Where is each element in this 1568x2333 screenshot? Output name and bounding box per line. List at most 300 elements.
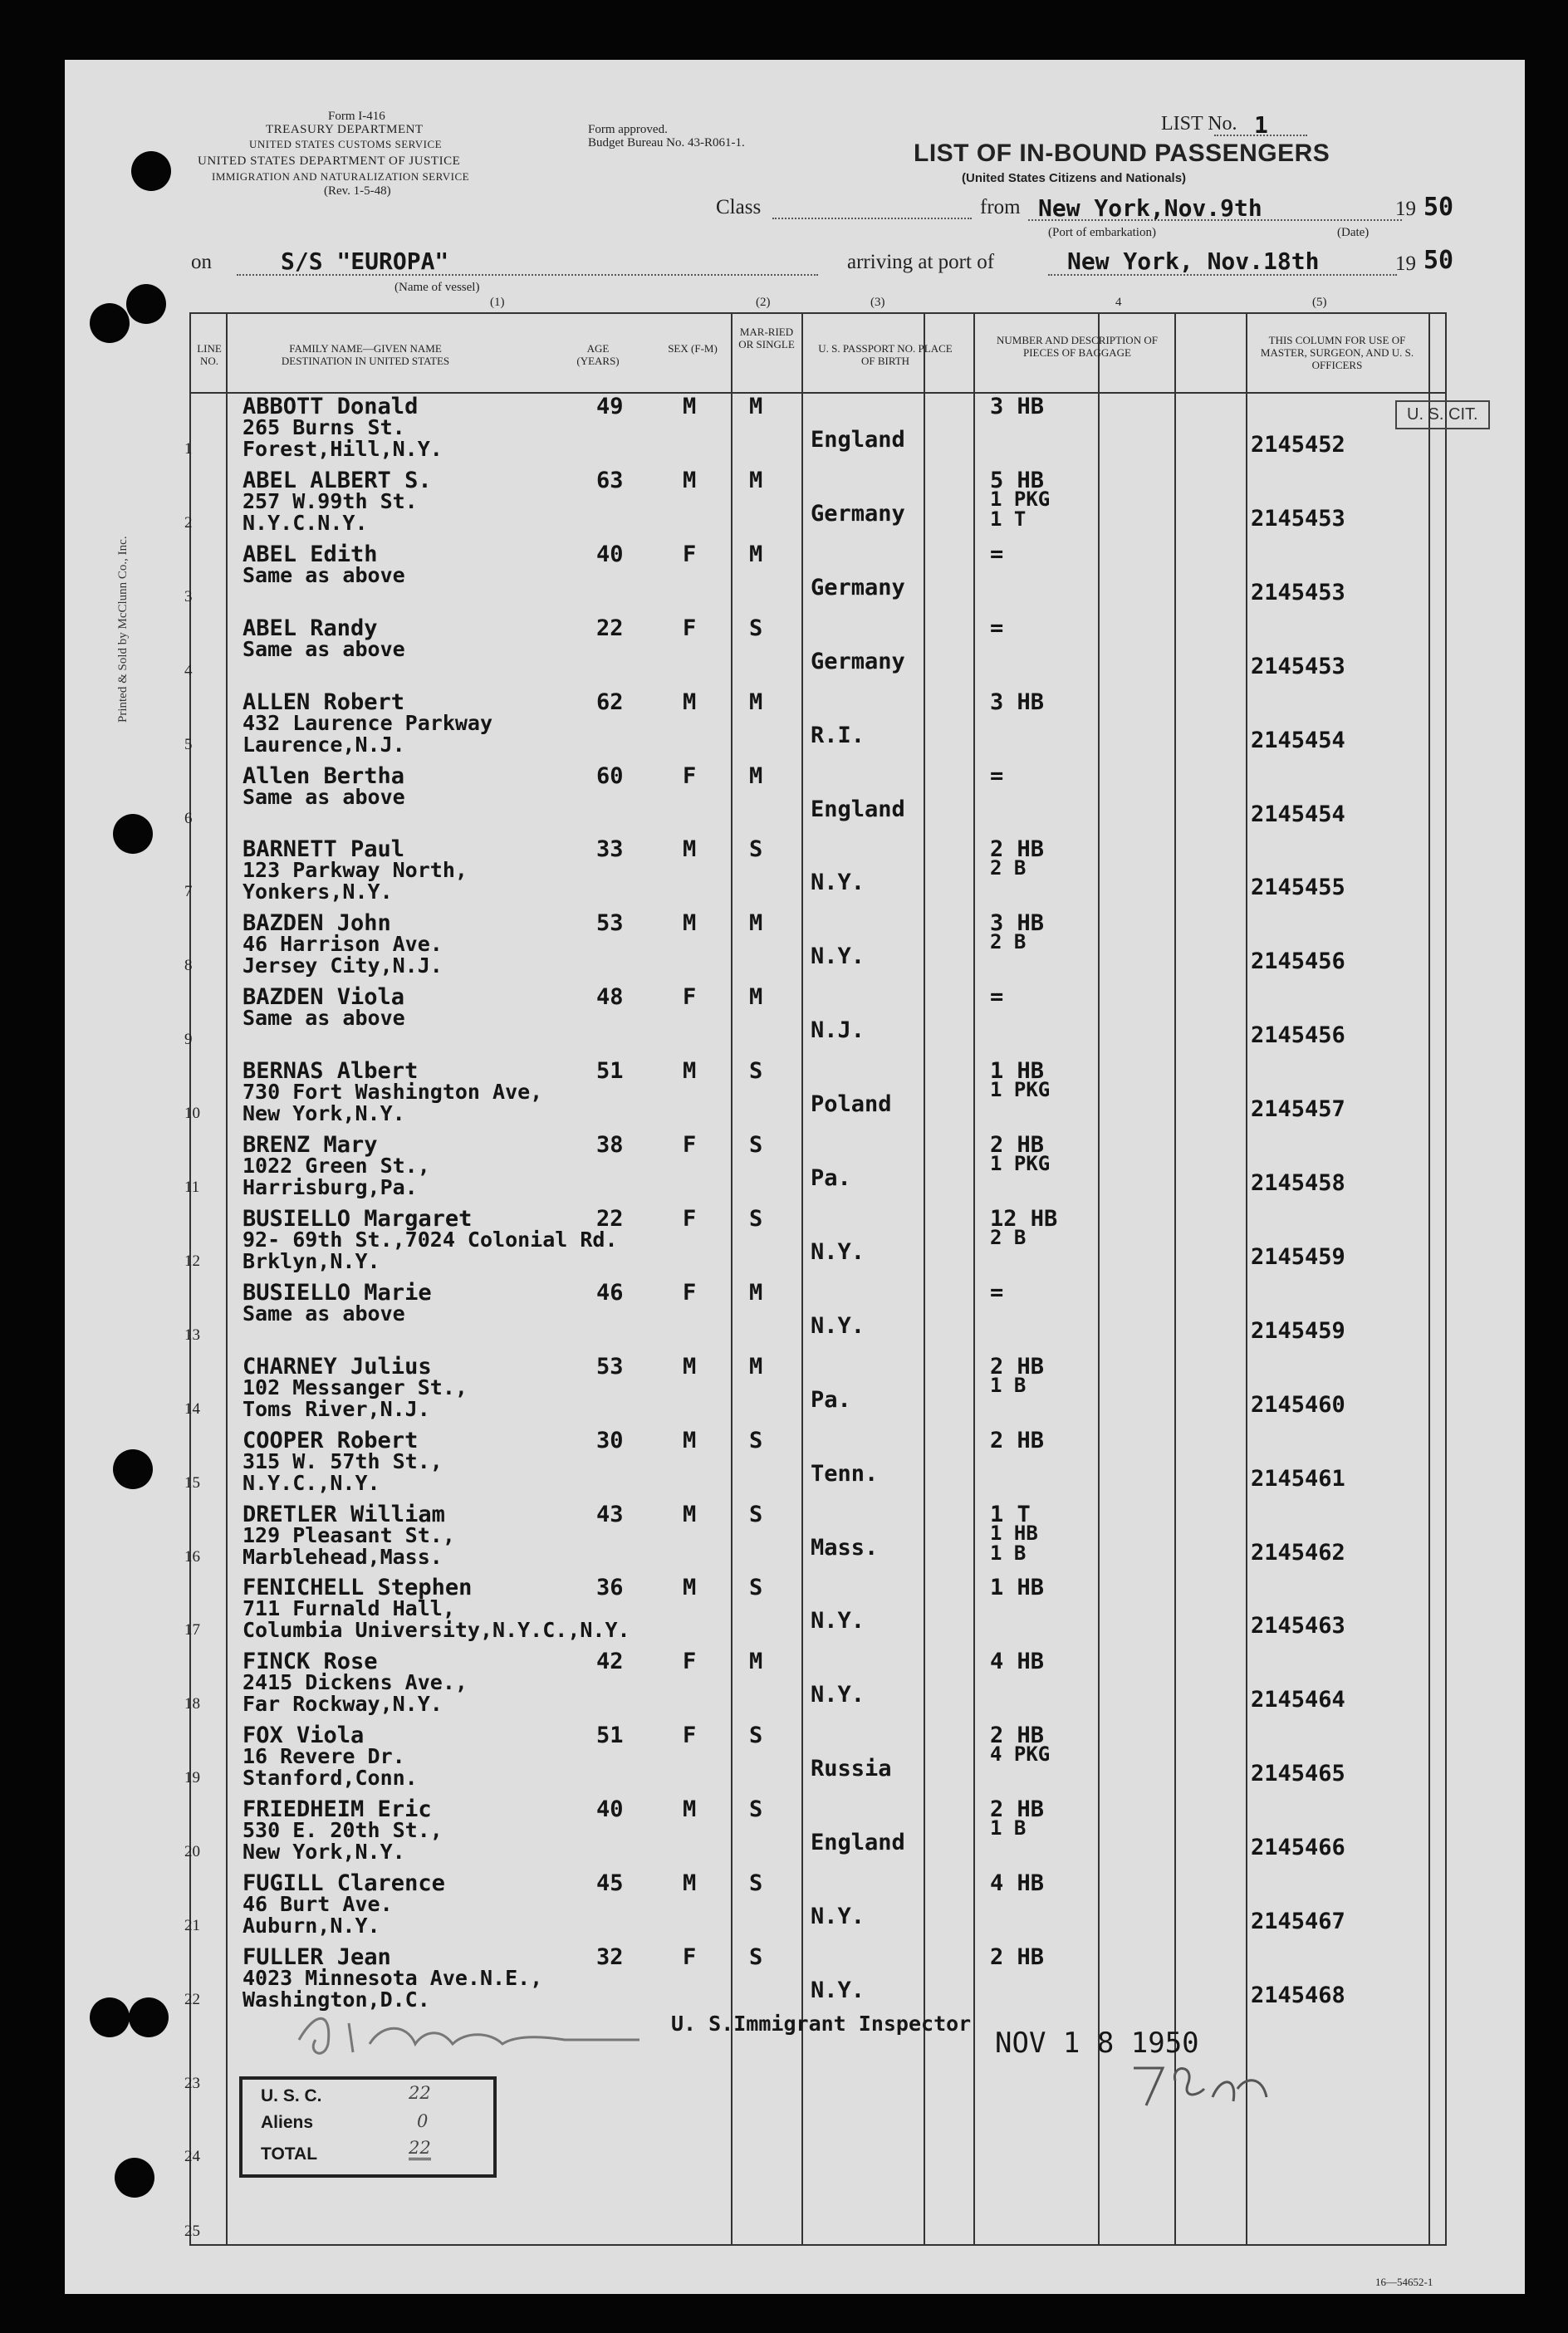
address-line-1: 711 Furnald Hall, bbox=[243, 1596, 455, 1621]
age: 33 bbox=[596, 836, 624, 863]
address-line-1: 2415 Dickens Ave., bbox=[243, 1670, 468, 1695]
sex: M bbox=[683, 1353, 697, 1380]
line-number: 19 bbox=[184, 1769, 200, 1787]
passenger-name: BAZDEN John bbox=[243, 910, 391, 937]
baggage-2: 4 PKG bbox=[990, 1742, 1051, 1767]
header-officers: THIS COLUMN FOR USE OF MASTER, SURGEON, AND U. S. OFFICERS bbox=[1260, 334, 1414, 371]
officer-code: 2145453 bbox=[1251, 505, 1345, 532]
sex: M bbox=[683, 467, 697, 493]
header-line-no: LINE NO. bbox=[197, 342, 222, 367]
binder-hole bbox=[113, 814, 153, 854]
passenger-name: ABEL ALBERT S. bbox=[243, 467, 432, 493]
table-row bbox=[184, 1427, 1443, 1502]
place-of-birth: N.Y. bbox=[811, 943, 865, 970]
officer-code: 2145467 bbox=[1251, 1909, 1345, 1934]
marital-status: M bbox=[749, 984, 763, 1011]
officer-code: 2145464 bbox=[1251, 1687, 1345, 1713]
baggage-2: 2 B bbox=[990, 856, 1027, 880]
class-label: Class bbox=[716, 196, 762, 218]
line-number: 20 bbox=[184, 1843, 200, 1861]
place-of-birth: England bbox=[811, 427, 905, 453]
passenger-name: BUSIELLO Margaret bbox=[243, 1205, 473, 1232]
inspector-label: U. S.Immigrant Inspector bbox=[671, 2012, 972, 2036]
marital-status: S bbox=[749, 1205, 763, 1232]
marital-status: M bbox=[749, 910, 763, 937]
table-row bbox=[184, 1205, 1443, 1280]
address-line-2: Jersey City,N.J. bbox=[243, 953, 443, 978]
place-of-birth: Pa. bbox=[811, 1165, 851, 1191]
table-row bbox=[184, 467, 1443, 542]
column-number: 4 bbox=[1115, 296, 1122, 309]
marital-status: S bbox=[749, 836, 763, 863]
on-label: on bbox=[191, 251, 212, 273]
table-row bbox=[184, 984, 1443, 1058]
address-line-2: Stanford,Conn. bbox=[243, 1766, 418, 1791]
address-line-1: 129 Pleasant St., bbox=[243, 1522, 455, 1547]
binder-hole bbox=[113, 1449, 153, 1489]
marital-status: M bbox=[749, 1353, 763, 1380]
baggage-1: 1 HB bbox=[990, 1575, 1045, 1601]
place-of-birth: N.J. bbox=[811, 1017, 865, 1044]
baggage-1: 4 HB bbox=[990, 1649, 1045, 1675]
header-name: FAMILY NAME—GIVEN NAME DESTINATION IN UNITED STATES bbox=[281, 342, 450, 367]
passenger-name: FRIEDHEIM Eric bbox=[243, 1796, 432, 1823]
list-label: LIST No. bbox=[1161, 113, 1237, 135]
officer-code: 2145460 bbox=[1251, 1391, 1345, 1418]
officer-code: 2145461 bbox=[1251, 1465, 1345, 1492]
from-label: from bbox=[980, 196, 1021, 218]
inspector-signature bbox=[291, 2007, 639, 2075]
baggage-2: 1 PKG bbox=[990, 1152, 1051, 1175]
table-row bbox=[184, 1575, 1443, 1649]
baggage-1: 2 HB bbox=[990, 836, 1045, 863]
officer-code: 2145463 bbox=[1251, 1613, 1345, 1639]
marital-status: M bbox=[749, 467, 763, 493]
baggage-2: 2 B bbox=[990, 930, 1027, 954]
year-prefix: 19 bbox=[1395, 198, 1416, 220]
passenger-name: ABEL Randy bbox=[243, 615, 378, 641]
address-line-2: Brklyn,N.Y. bbox=[243, 1248, 380, 1273]
address-line-1: 265 Burns St. bbox=[243, 415, 405, 439]
line-number: 22 bbox=[184, 1990, 200, 2008]
marital-status: S bbox=[749, 1575, 763, 1601]
column-number: (2) bbox=[756, 296, 771, 309]
signature-scribble bbox=[291, 2007, 639, 2065]
line-number: 2 bbox=[184, 513, 193, 532]
port-embark-caption: (Port of embarkation) bbox=[1048, 226, 1156, 239]
table-row bbox=[184, 541, 1443, 615]
baggage-2: 1 HB bbox=[990, 1521, 1038, 1545]
age: 49 bbox=[596, 394, 624, 419]
address-line-1: Same as above bbox=[243, 1301, 405, 1326]
manifest-subtitle: (United States Citizens and Nationals) bbox=[962, 171, 1187, 185]
line-number: 12 bbox=[184, 1252, 200, 1270]
header-age: AGE (YEARS) bbox=[576, 342, 620, 367]
sex: M bbox=[683, 1058, 697, 1085]
line-number: 17 bbox=[184, 1621, 200, 1639]
footer-code: 16—54652-1 bbox=[1375, 2276, 1433, 2288]
table-row bbox=[184, 1870, 1443, 1944]
line-number: 5 bbox=[184, 735, 193, 753]
address-line-2: Washington,D.C. bbox=[243, 1987, 430, 2012]
table-row bbox=[184, 1132, 1443, 1206]
handwritten-scribble bbox=[1129, 2056, 1279, 2114]
place-of-birth: N.Y. bbox=[811, 1608, 865, 1635]
year-embark: 50 bbox=[1423, 193, 1454, 222]
table-row bbox=[184, 1723, 1443, 1796]
officer-code: 2145457 bbox=[1251, 1096, 1345, 1123]
age: 45 bbox=[596, 1870, 624, 1896]
binder-hole bbox=[126, 284, 166, 324]
revision: (Rev. 1-5-48) bbox=[324, 184, 391, 198]
line-number: 8 bbox=[184, 957, 193, 975]
marital-status: S bbox=[749, 1870, 763, 1896]
place-of-birth: England bbox=[811, 796, 905, 822]
officer-code: 2145454 bbox=[1251, 801, 1345, 827]
officer-code: 2145462 bbox=[1251, 1539, 1345, 1566]
passenger-name: FOX Viola bbox=[243, 1723, 365, 1749]
marital-status: M bbox=[749, 541, 763, 567]
header-sex: SEX (F-M) bbox=[668, 342, 718, 355]
age: 46 bbox=[596, 1279, 624, 1306]
sex: F bbox=[683, 1132, 697, 1158]
place-of-birth: Mass. bbox=[811, 1534, 879, 1561]
header-married: MAR-RIED OR SINGLE bbox=[738, 326, 795, 350]
address-line-1: 315 W. 57th St., bbox=[243, 1448, 443, 1473]
sex: F bbox=[683, 1943, 697, 1970]
age: 53 bbox=[596, 910, 624, 937]
address-line-2: Auburn,N.Y. bbox=[243, 1914, 380, 1938]
passenger-name: BAZDEN Viola bbox=[243, 984, 405, 1011]
baggage-1: = bbox=[990, 541, 1004, 567]
sex: F bbox=[683, 1205, 697, 1232]
binder-hole bbox=[90, 303, 130, 343]
baggage-2: 2 B bbox=[990, 1225, 1027, 1249]
address-line-1: Same as above bbox=[243, 784, 405, 809]
line-number: 14 bbox=[184, 1399, 200, 1418]
table-row bbox=[184, 1501, 1443, 1576]
table-row bbox=[184, 1649, 1443, 1723]
passenger-name: FULLER Jean bbox=[243, 1943, 391, 1970]
line-number: 7 bbox=[184, 883, 193, 901]
marital-status: S bbox=[749, 1427, 763, 1453]
binder-hole bbox=[131, 151, 171, 191]
total-label: TOTAL bbox=[261, 2144, 318, 2164]
table-row bbox=[184, 1353, 1443, 1428]
passenger-name: BERNAS Albert bbox=[243, 1058, 419, 1085]
column-number: (5) bbox=[1312, 296, 1327, 309]
list-number: 1 bbox=[1254, 111, 1268, 139]
aliens-label: Aliens bbox=[261, 2113, 314, 2132]
baggage-1: 3 HB bbox=[990, 910, 1045, 937]
vessel-caption: (Name of vessel) bbox=[394, 281, 480, 294]
address-line-1: 1022 Green St., bbox=[243, 1154, 430, 1178]
age: 53 bbox=[596, 1353, 624, 1380]
line-number: 10 bbox=[184, 1105, 200, 1123]
age: 43 bbox=[596, 1501, 624, 1527]
usc-label: U. S. C. bbox=[261, 2086, 322, 2105]
address-line-1: 123 Parkway North, bbox=[243, 858, 468, 883]
officer-code: 2145452 bbox=[1251, 432, 1345, 458]
column-number: (1) bbox=[490, 296, 505, 309]
passenger-name: ALLEN Robert bbox=[243, 689, 405, 715]
passenger-name: ABBOTT Donald bbox=[243, 394, 419, 419]
age: 60 bbox=[596, 762, 624, 789]
officer-code: 2145468 bbox=[1251, 1982, 1345, 2008]
baggage-1: 12 HB bbox=[990, 1205, 1058, 1232]
line-number: 18 bbox=[184, 1695, 200, 1713]
line-number: 9 bbox=[184, 1031, 193, 1049]
marital-status: S bbox=[749, 1132, 763, 1158]
baggage-1: 2 HB bbox=[990, 1796, 1045, 1823]
officer-code: 2145456 bbox=[1251, 1022, 1345, 1049]
address-line-2: N.Y.C.,N.Y. bbox=[243, 1470, 380, 1495]
address-line-1: 730 Fort Washington Ave, bbox=[243, 1080, 543, 1105]
age: 22 bbox=[596, 1205, 624, 1232]
customs-service: UNITED STATES CUSTOMS SERVICE bbox=[249, 138, 443, 150]
baggage-1: 1 HB bbox=[990, 1058, 1045, 1085]
table-row bbox=[184, 394, 1443, 468]
table-row bbox=[184, 836, 1443, 910]
baggage-1: 2 HB bbox=[990, 1353, 1045, 1380]
line-number: 21 bbox=[184, 1917, 200, 1934]
line-number: 15 bbox=[184, 1473, 200, 1492]
age: 63 bbox=[596, 467, 624, 493]
age: 38 bbox=[596, 1132, 624, 1158]
baggage-2: 1 B bbox=[990, 1816, 1027, 1840]
vessel-name: S/S "EUROPA" bbox=[281, 248, 449, 275]
baggage-1: 3 HB bbox=[990, 394, 1045, 419]
column-number: (3) bbox=[870, 296, 885, 309]
tally-box bbox=[239, 2076, 497, 2178]
officer-code: 2145466 bbox=[1251, 1835, 1345, 1861]
table-row bbox=[184, 910, 1443, 984]
sex: F bbox=[683, 615, 697, 641]
sex: F bbox=[683, 1279, 697, 1306]
table-row bbox=[184, 1279, 1443, 1354]
age: 40 bbox=[596, 1796, 624, 1823]
sex: M bbox=[683, 394, 697, 419]
line-number: 3 bbox=[184, 587, 193, 605]
address-line-1: 530 E. 20th St., bbox=[243, 1818, 443, 1843]
us-citizen-stamp: U. S. CIT. bbox=[1395, 400, 1490, 429]
passenger-name: BRENZ Mary bbox=[243, 1132, 378, 1158]
age: 51 bbox=[596, 1723, 624, 1749]
manifest-title: LIST OF IN-BOUND PASSENGERS bbox=[914, 140, 1330, 167]
address-line-1: 4023 Minnesota Ave.N.E., bbox=[243, 1965, 543, 1990]
line-number: 6 bbox=[184, 809, 193, 827]
address-line-1: Same as above bbox=[243, 1006, 405, 1031]
baggage-1: 4 HB bbox=[990, 1870, 1045, 1896]
age: 40 bbox=[596, 541, 624, 567]
baggage-2: 1 PKG bbox=[990, 487, 1051, 511]
officer-code: 2145465 bbox=[1251, 1761, 1345, 1787]
passenger-name: COOPER Robert bbox=[243, 1427, 419, 1453]
sex: M bbox=[683, 1796, 697, 1823]
address-line-1: Same as above bbox=[243, 636, 405, 661]
form-approved: Form approved. bbox=[588, 123, 668, 136]
line-number: 1 bbox=[184, 440, 193, 458]
address-line-2: Yonkers,N.Y. bbox=[243, 880, 393, 904]
address-line-2: N.Y.C.N.Y. bbox=[243, 510, 368, 535]
printer-credit: Printed & Sold by McClunn Co., Inc. bbox=[116, 536, 130, 723]
passenger-name: BUSIELLO Marie bbox=[243, 1279, 432, 1306]
total-value: 22 bbox=[409, 2138, 431, 2160]
date-caption: (Date) bbox=[1337, 226, 1370, 239]
binder-hole bbox=[129, 1997, 169, 2037]
header-passport: U. S. PASSPORT NO. PLACE OF BIRTH bbox=[818, 342, 953, 367]
officer-code: 2145456 bbox=[1251, 948, 1345, 975]
age: 42 bbox=[596, 1649, 624, 1675]
baggage-1: = bbox=[990, 1279, 1004, 1306]
arriving-label: arriving at port of bbox=[847, 251, 995, 273]
place-of-birth: Russia bbox=[811, 1756, 892, 1782]
marital-status: M bbox=[749, 394, 763, 419]
officer-code: 2145455 bbox=[1251, 875, 1345, 901]
binder-hole bbox=[90, 1997, 130, 2037]
address-line-2: Marblehead,Mass. bbox=[243, 1544, 443, 1569]
baggage-1: 1 T bbox=[990, 1501, 1031, 1527]
baggage-1: 2 HB bbox=[990, 1943, 1045, 1970]
date-stamp: NOV 1 8 1950 bbox=[995, 2027, 1199, 2060]
place-of-birth: N.Y. bbox=[811, 1904, 865, 1929]
baggage-1: = bbox=[990, 984, 1004, 1011]
place-of-birth: N.Y. bbox=[811, 1238, 865, 1265]
line-number: 24 bbox=[184, 2148, 200, 2165]
passenger-name: ABEL Edith bbox=[243, 541, 378, 567]
marital-status: M bbox=[749, 689, 763, 715]
budget-bureau: Budget Bureau No. 43-R061-1. bbox=[588, 136, 745, 149]
age: 32 bbox=[596, 1943, 624, 1970]
sex: M bbox=[683, 1501, 697, 1527]
sex: M bbox=[683, 910, 697, 937]
address-line-1: 257 W.99th St. bbox=[243, 488, 418, 513]
sex: M bbox=[683, 1870, 697, 1896]
marital-status: S bbox=[749, 1501, 763, 1527]
baggage-1: 5 HB bbox=[990, 467, 1045, 493]
passenger-name: FUGILL Clarence bbox=[243, 1870, 445, 1896]
place-of-birth: R.I. bbox=[811, 722, 865, 748]
sex: F bbox=[683, 1649, 697, 1675]
binder-hole bbox=[115, 2158, 154, 2198]
line-number: 16 bbox=[184, 1547, 200, 1566]
baggage-1: = bbox=[990, 762, 1004, 789]
baggage-1: 3 HB bbox=[990, 689, 1045, 715]
sex: M bbox=[683, 689, 697, 715]
address-line-2: New York,N.Y. bbox=[243, 1840, 405, 1865]
marital-status: S bbox=[749, 1943, 763, 1970]
sex: F bbox=[683, 984, 697, 1011]
marital-status: M bbox=[749, 762, 763, 789]
sex: M bbox=[683, 1575, 697, 1601]
baggage-1: = bbox=[990, 615, 1004, 641]
place-of-birth: N.Y. bbox=[811, 1312, 865, 1339]
passenger-name: FINCK Rose bbox=[243, 1649, 378, 1675]
age: 36 bbox=[596, 1575, 624, 1601]
baggage-1: 2 HB bbox=[990, 1132, 1045, 1158]
aliens-value: 0 bbox=[417, 2111, 429, 2131]
officer-code: 2145459 bbox=[1251, 1243, 1345, 1270]
place-of-birth: N.Y. bbox=[811, 1977, 865, 2003]
officer-code: 2145453 bbox=[1251, 579, 1345, 605]
ins-service: IMMIGRATION AND NATURALIZATION SERVICE bbox=[212, 170, 470, 183]
officer-code: 2145454 bbox=[1251, 727, 1345, 753]
age: 51 bbox=[596, 1058, 624, 1085]
year-arrival: 50 bbox=[1423, 246, 1454, 275]
place-of-birth: England bbox=[811, 1830, 905, 1856]
sex: M bbox=[683, 1427, 697, 1453]
time-notation bbox=[1129, 2056, 1279, 2117]
address-line-1: 16 Revere Dr. bbox=[243, 1744, 405, 1769]
place-of-birth: N.Y. bbox=[811, 870, 865, 896]
place-of-birth: Poland bbox=[811, 1091, 892, 1118]
age: 62 bbox=[596, 689, 624, 715]
baggage-3: 1 T bbox=[990, 507, 1027, 531]
line-number: 11 bbox=[184, 1179, 200, 1196]
treasury-dept: TREASURY DEPARTMENT bbox=[266, 123, 424, 136]
arrival-port-date: New York, Nov.18th bbox=[1067, 248, 1320, 275]
form-number: Form I-416 bbox=[328, 110, 385, 123]
usc-value: 22 bbox=[409, 2083, 431, 2103]
address-line-1: 432 Laurence Parkway bbox=[243, 710, 493, 735]
age: 48 bbox=[596, 984, 624, 1011]
place-of-birth: N.Y. bbox=[811, 1682, 865, 1708]
address-line-1: Same as above bbox=[243, 562, 405, 587]
marital-status: S bbox=[749, 1058, 763, 1085]
address-line-2: New York,N.Y. bbox=[243, 1101, 405, 1126]
baggage-1: 2 HB bbox=[990, 1427, 1045, 1453]
address-line-2: Laurence,N.J. bbox=[243, 732, 405, 757]
table-row bbox=[184, 1796, 1443, 1870]
line-number: 4 bbox=[184, 661, 193, 679]
baggage-1: 2 HB bbox=[990, 1723, 1045, 1749]
table-row bbox=[184, 615, 1443, 689]
age: 30 bbox=[596, 1427, 624, 1453]
officer-code: 2145453 bbox=[1251, 653, 1345, 679]
marital-status: S bbox=[749, 1723, 763, 1749]
place-of-birth: Germany bbox=[811, 648, 905, 674]
place-of-birth: Germany bbox=[811, 574, 905, 600]
passenger-name: DRETLER William bbox=[243, 1501, 445, 1527]
address-line-2: Columbia University,N.Y.C.,N.Y. bbox=[243, 1618, 630, 1643]
address-line-2: Far Rockway,N.Y. bbox=[243, 1692, 443, 1717]
address-line-1: 46 Harrison Ave. bbox=[243, 932, 443, 957]
marital-status: S bbox=[749, 1796, 763, 1823]
table-row bbox=[184, 762, 1443, 837]
marital-status: S bbox=[749, 615, 763, 641]
line-number: 13 bbox=[184, 1326, 200, 1344]
officer-code: 2145458 bbox=[1251, 1170, 1345, 1196]
table-row bbox=[184, 689, 1443, 763]
passenger-name: FENICHELL Stephen bbox=[243, 1575, 473, 1601]
place-of-birth: Germany bbox=[811, 500, 905, 527]
sex: M bbox=[683, 836, 697, 863]
baggage-2: 1 B bbox=[990, 1373, 1027, 1397]
sex: F bbox=[683, 762, 697, 789]
baggage-3: 1 B bbox=[990, 1541, 1027, 1565]
marital-status: M bbox=[749, 1279, 763, 1306]
justice-dept: UNITED STATES DEPARTMENT OF JUSTICE bbox=[198, 154, 461, 168]
line-number: 23 bbox=[184, 2075, 200, 2092]
line-number: 25 bbox=[184, 2223, 200, 2240]
year-prefix-2: 19 bbox=[1395, 252, 1416, 275]
sex: F bbox=[683, 1723, 697, 1749]
place-of-birth: Pa. bbox=[811, 1386, 851, 1413]
passenger-name: Allen Bertha bbox=[243, 762, 405, 789]
header-baggage: NUMBER AND DESCRIPTION OF PIECES OF BAGGAGE bbox=[997, 334, 1158, 359]
passenger-name: BARNETT Paul bbox=[243, 836, 405, 863]
address-line-1: 102 Messanger St., bbox=[243, 1375, 468, 1399]
